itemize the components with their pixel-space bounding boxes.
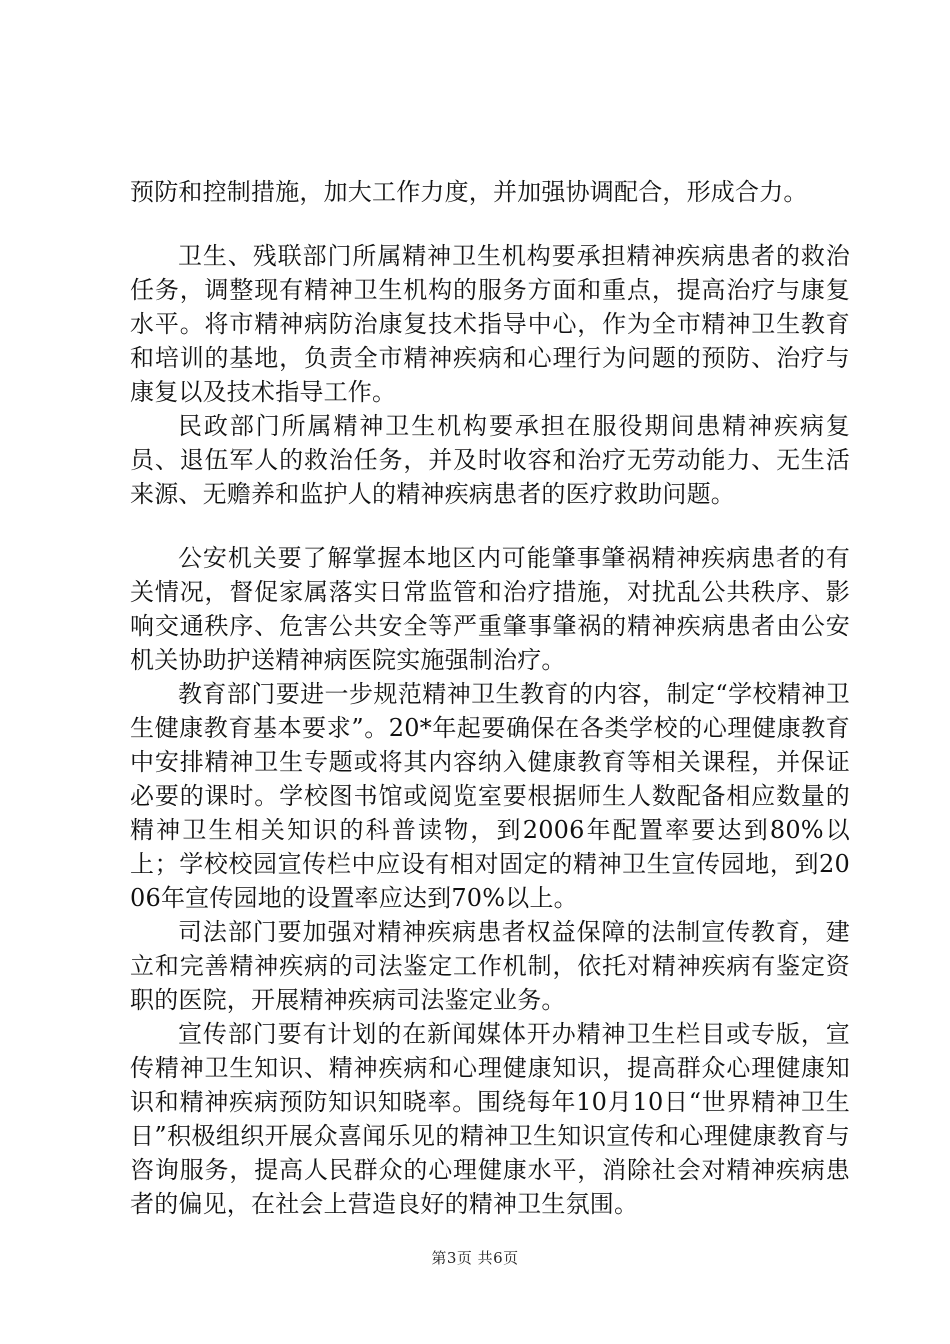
paragraph-continuation: 预防和控制措施，加大工作力度，并加强协调配合，形成合力。 [130,178,808,206]
paragraph-publicity: 宣传部门要有计划的在新闻媒体开办精神卫生栏目或专版，宣传精神卫生知识、精神疾病和心理健康知识，提高群众心理健康知识和精神疾病预防知识知晓率。围绕每年10月10日“世界精神卫生日”积极组织开展众喜闻乐见的精神卫生知识宣传和心理健康教育与咨询服务，提高人民群众的心理健康水平，消除社会对精神疾病患者的偏见，在社会上营造良好的精神卫生氛围。 [130,1020,850,1218]
page-number-footer: 第3页 共6页 [431,1249,519,1267]
paragraph-civil-affairs: 民政部门所属精神卫生机构要承担在服役期间患精神疾病复员、退伍军人的救治任务，并及时收容和治疗无劳动能力、无生活来源、无赡养和监护人的精神疾病患者的医疗救助问题。 [130,412,850,508]
document-body [130,175,850,1221]
paragraph-education: 教育部门要进一步规范精神卫生教育的内容，制定“学校精神卫生健康教育基本要求”。20*年起要确保在各类学校的心理健康教育中安排精神卫生专题或将其内容纳入健康教育等相关课程，并保证必要的课时。学校图书馆或阅览室要根据师生人数配备相应数量的精神卫生相关知识的科普读物，到2006年配置率要达到80%以上；学校校园宣传栏中应设有相对固定的精神卫生宣传园地，到2006年宣传园地的设置率应达到70%以上。 [130,680,850,912]
paragraph-health-disability: 卫生、残联部门所属精神卫生机构要承担精神疾病患者的救治任务，调整现有精神卫生机构的服务方面和重点，提高治疗与康复水平。将市精神病防治康复技术指导中心，作为全市精神卫生教育和培训的基地，负责全市精神疾病和心理行为问题的预防、治疗与康复以及技术指导工作。 [130,242,850,406]
paragraph-judicial: 司法部门要加强对精神疾病患者权益保障的法制宣传教育，建立和完善精神疾病的司法鉴定工作机制，依托对精神疾病有鉴定资职的医院，开展精神疾病司法鉴定业务。 [130,918,850,1014]
paragraph-public-security: 公安机关要了解掌握本地区内可能肇事肇祸精神疾病患者的有关情况，督促家属落实日常监管和治疗措施，对扰乱公共秩序、影响交通秩序、危害公共安全等严重肇事肇祸的精神疾病患者由公安机关协助护送精神病医院实施强制治疗。 [130,544,850,674]
